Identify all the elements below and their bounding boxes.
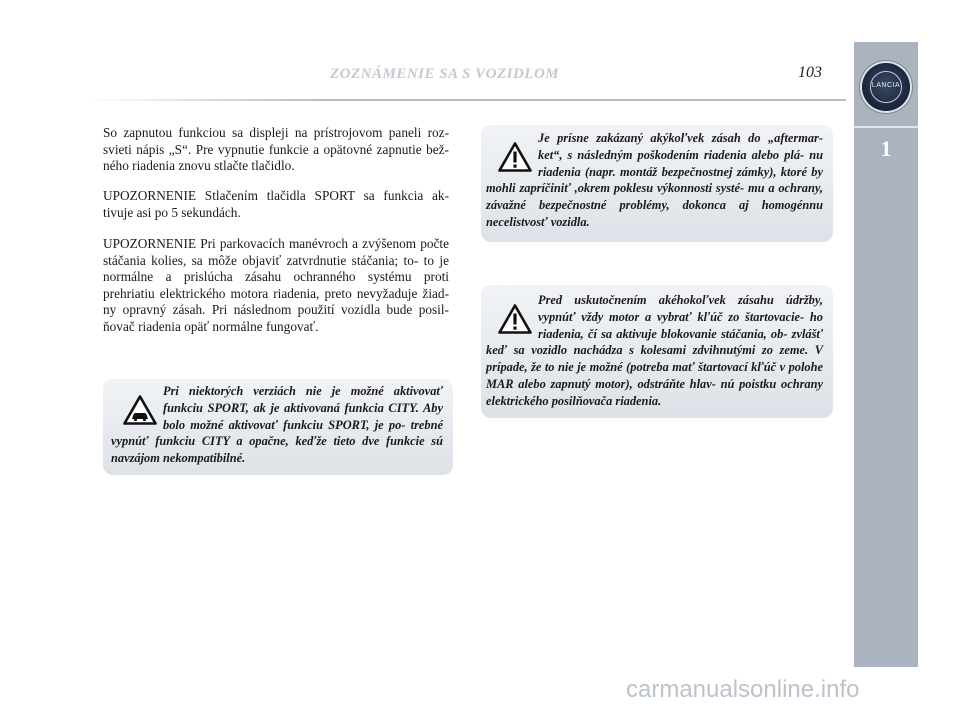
brand-logo bbox=[862, 63, 910, 111]
source-watermark: carmanualsonline.info bbox=[626, 676, 860, 703]
section-title: ZOZNÁMENIE SA S VOZIDLOM bbox=[330, 66, 560, 82]
body-paragraph-sport-note: UPOZORNENIE Stlačením tlačidla SPORT sa funkcia ak- tivuje asi po 5 sekundách. bbox=[103, 188, 449, 220]
warning-icon-wrap bbox=[486, 294, 536, 342]
car-caution-icon bbox=[123, 395, 157, 425]
body-paragraph-parking-note: UPOZORNENIE Pri parkovacích manévroch a zvýšenom počte stáčania kolies, sa môže objaviť zatvrdnutie stáčania; to- to je normálne a prislúcha zásahu ochranného systému proti prehriatiu elektrického motora riadenia, preto nevyžaduje žiad- ny opravný zásah. Pri následnom použití vozidla bude posil- ňovač riadenia opäť normálne fungovať. bbox=[103, 236, 449, 334]
warning-text-aftermarket: Je prísne zakázaný akýkoľvek zásah do „aftermar- ket“, s následným poškodením riadenia alebo plá- nu riadenia (napr. montáž bezpečnostnej zámky), ktoré by mohli zapríčiniť ,okrem poklesu výkonnosti systé- mu a ochrany, závažné bezpečnostné problémy, dokonca aj homogénnu necelistvosť vozidla. bbox=[486, 131, 823, 229]
header-divider bbox=[86, 99, 846, 101]
warning-text-maintenance: Pred uskutočnením akéhokoľvek zásahu údržby, vypnúť vždy motor a vybrať kľúč zo štartovacie- ho riadenia, čí sa aktivuje blokovanie stáčania, ob- zvlášť keď sa vozidlo nachádza s kolesami zdvihnutými zo zeme. V prípade, že to nie je možné (potreba mať štartovací kľúč v polohe MAR alebo zapnutý motor), odstráňte hlav- nú poistku ochrany elektrického posilňovača riadenia. bbox=[486, 293, 823, 408]
warning-box-maintenance bbox=[481, 285, 833, 418]
sidebar-divider bbox=[854, 126, 918, 128]
logo-text: LANCIA bbox=[871, 82, 901, 89]
warning-triangle-icon bbox=[498, 142, 532, 172]
body-paragraph-sport-display: So zapnutou funkciou sa displeji na prístrojovom paneli roz- svieti nápis „S“. Pre vypnutie funkcie a opätovné zapnutie bež- ného riadenia znovu stlačte tlačidlo. bbox=[103, 125, 449, 174]
warning-triangle-icon bbox=[498, 304, 532, 334]
page-number: 103 bbox=[798, 64, 822, 81]
warning-icon-wrap bbox=[486, 132, 536, 180]
caution-text-sport-city: Pri niektorých verziách nie je možné aktivovať funkciu SPORT, ak je aktivovaná funkcia CITY. Aby bolo možné aktivovať funkciu SPORT, je po- trebné vypnúť funkciu CITY a opačne, keďže tieto dve funkcie sú navzájom nekompatibilné. bbox=[111, 384, 443, 466]
chapter-number: 1 bbox=[880, 136, 892, 161]
caution-icon-wrap bbox=[111, 385, 161, 433]
warning-box-aftermarket bbox=[481, 125, 833, 242]
caution-box-sport-city bbox=[103, 379, 453, 475]
